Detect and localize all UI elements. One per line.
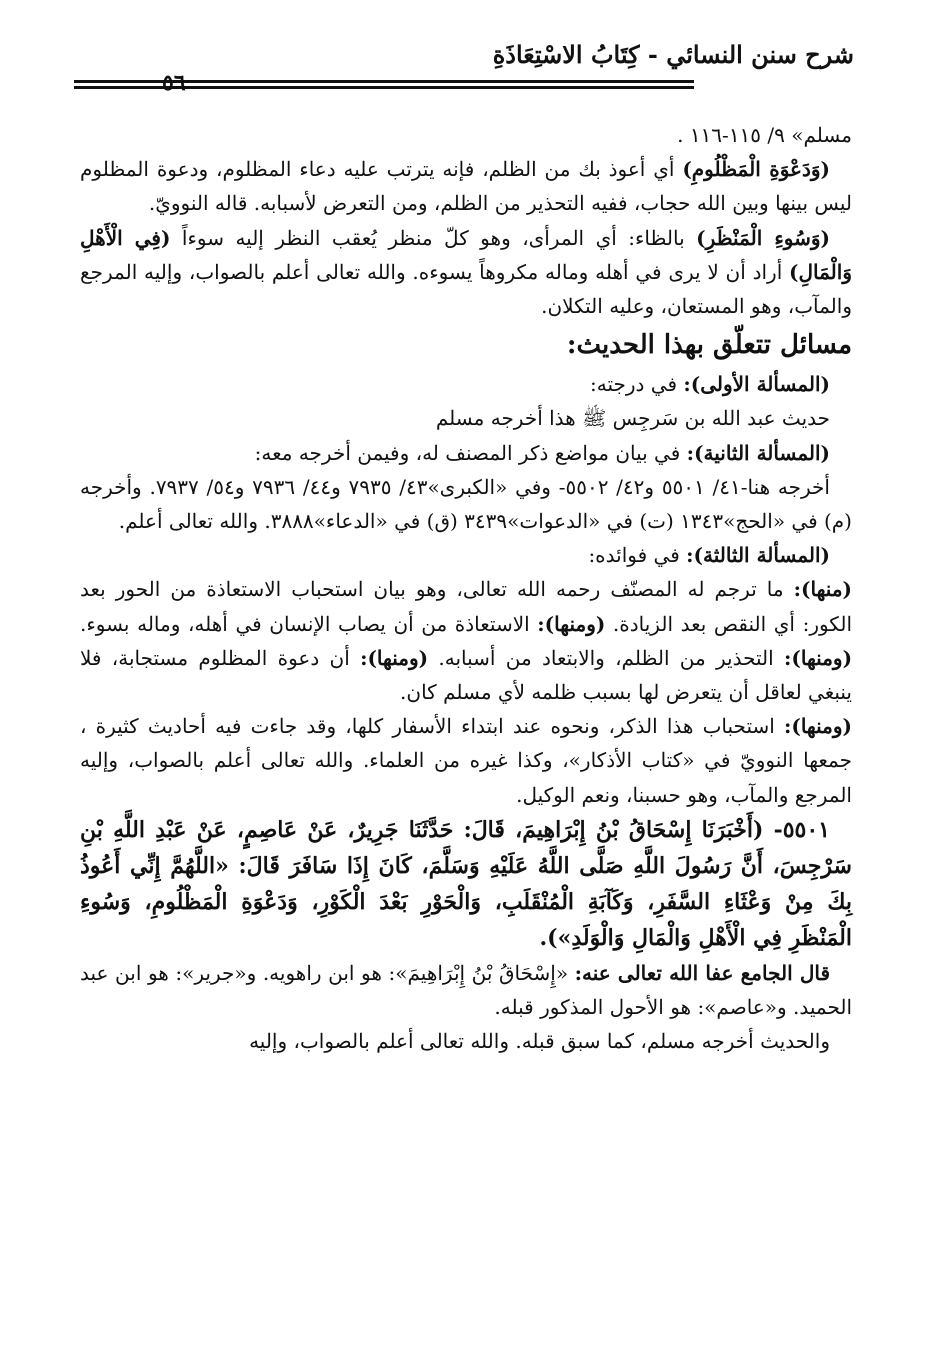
paragraph: حديث عبد الله بن سَرجِس ﷺ هذا أخرجه مسلم bbox=[435, 406, 830, 431]
running-title: شرح سنن النسائي - كِتَابُ الاسْتِعَاذَةِ bbox=[492, 40, 854, 69]
hadith-term: (فِي الْأَهْلِ وَالْمَالِ) bbox=[80, 225, 852, 284]
commentary-label: قال الجامع عفا الله تعالى عنه: bbox=[574, 960, 830, 985]
paragraph: (وَدَعْوَةِ الْمَظْلُومِ) أي أعوذ بك من الظلم، فإنه يترتب عليه دعاء المظلوم، ودعوة المظلوم ليس بينها وبين الله حجاب، ففيه التحذير من الظلم، ومن التعرض لأسبابه. قاله النوويّ. bbox=[80, 157, 852, 216]
benefit-label: (ومنها): bbox=[783, 714, 852, 739]
paragraph: (ومنها): استحباب هذا الذكر، ونحوه عند ابتداء الأسفار كلها، وقد جاءت فيه أحاديث كثيرة ، جمعها النوويّ في «كتاب الأذكار»، وكذا غيره من العلماء. والله تعالى أعلم بالصواب، وإليه المرجع والمآب، وهو حسبنا، ونعم الوكيل. bbox=[80, 714, 852, 807]
issue-heading: (المسألة الثانية): في بيان مواضع ذكر المصنف له، وفيمن أخرجه معه: bbox=[254, 440, 830, 465]
issue-heading: (المسألة الثالثة): في فوائده: bbox=[588, 543, 830, 568]
benefit-label: (ومنها): bbox=[360, 645, 429, 670]
page-number: ٥٦ bbox=[162, 70, 186, 96]
benefit-label: (ومنها): bbox=[537, 611, 606, 636]
issue-label: (المسألة الثانية): bbox=[686, 440, 830, 465]
paragraph: مسلم» ٩/ ١١٥-١١٦ . bbox=[677, 123, 852, 147]
section-heading: مسائل تتعلّق بهذا الحديث: bbox=[566, 330, 852, 361]
page-header bbox=[74, 40, 854, 100]
paragraph: والحديث أخرجه مسلم، كما سبق قبله. والله تعالى أعلم بالصواب، وإليه bbox=[249, 1029, 830, 1054]
issue-label: (المسألة الأولى): bbox=[683, 372, 830, 397]
issue-heading: (المسألة الأولى): في درجته: bbox=[590, 372, 830, 397]
page-body bbox=[80, 118, 852, 1058]
issue-label: (المسألة الثالثة): bbox=[686, 543, 830, 568]
benefit-label: (ومنها): bbox=[784, 645, 853, 670]
hadith-term: (وَدَعْوَةِ الْمَظْلُومِ) bbox=[682, 157, 830, 182]
commentary: قال الجامع عفا الله تعالى عنه: «إِسْحَاقُ بْنُ إِبْرَاهِيمَ»: هو ابن راهويه. و«جرير»: هو ابن عبد الحميد. و«عاصم»: هو الأحول المذكور قبله. bbox=[80, 960, 852, 1020]
benefit-label: (منها): bbox=[793, 577, 853, 602]
paragraph: (وَسُوءِ الْمَنْظَرِ) بالظاء: أي المرأى، وهو كلّ منظر يُعقب النظر إليه سوءاً (فِي الْأَهْلِ وَالْمَالِ) أراد أن لا يرى في أهله وماله مكروهاً يسوءه. والله تعالى أعلم بالصواب، وإليه المرجع والمآب، وهو المستعان، وعليه التكلان. bbox=[80, 225, 852, 319]
hadith-term: (وَسُوءِ الْمَنْظَرِ) bbox=[696, 225, 831, 250]
paragraph: أخرجه هنا-٤١/ ٥٥٠١ و٤٢/ ٥٥٠٢- وفي «الكبرى»٤٣/ ٧٩٣٥ و٤٤/ ٧٩٣٦ و٥٤/ ٧٩٣٧. وأخرجه (م) في «الحج»١٣٤٣ (ت) في «الدعوات»٣٤٣٩ (ق) في «الدعاء»٣٨٨٨. والله تعالى أعلم. bbox=[80, 474, 852, 534]
benefits-paragraph: (منها): ما ترجم له المصنّف رحمه الله تعالى، وهو بيان استحباب الاستعاذة من الحور بعد الكور: أي النقص بعد الزيادة. (ومنها): الاستعاذة من أن يصاب الإنسان في أهله، وماله بسوء. (ومنها): التحذير من الظلم، والابتعاد من أسبابه. (ومنها): أن دعوة المظلوم مستجابة، فلا ينبغي لعاقل أن يتعرض لها بسبب ظلمه لأي مسلم كان. bbox=[80, 577, 853, 705]
hadith-text: ٥٥٠١- (أَخْبَرَنَا إِسْحَاقُ بْنُ إِبْرَاهِيمَ، قَالَ: حَدَّثَنَا جَرِيرٌ، عَنْ عَاصِمٍ، عَنْ عَبْدِ اللَّهِ بْنِ سَرْجِسَ، أَنَّ رَسُولَ اللَّهِ صَلَّى اللَّهُ عَلَيْهِ وَسَلَّمَ، كَانَ إِذَا سَافَرَ قَالَ: «اللَّهُمَّ إِنِّي أَعُوذُ بِكَ مِنْ وَعْثَاءِ السَّفَرِ، وَكَآبَةِ الْمُنْقَلَبِ، وَالْحَوْرِ بَعْدَ الْكَوْرِ، وَدَعْوَةِ الْمَظْلُومِ، وَسُوءِ الْمَنْظَرِ فِي الْأَهْلِ وَالْمَالِ وَالْوَلَدِ»). bbox=[80, 816, 852, 951]
